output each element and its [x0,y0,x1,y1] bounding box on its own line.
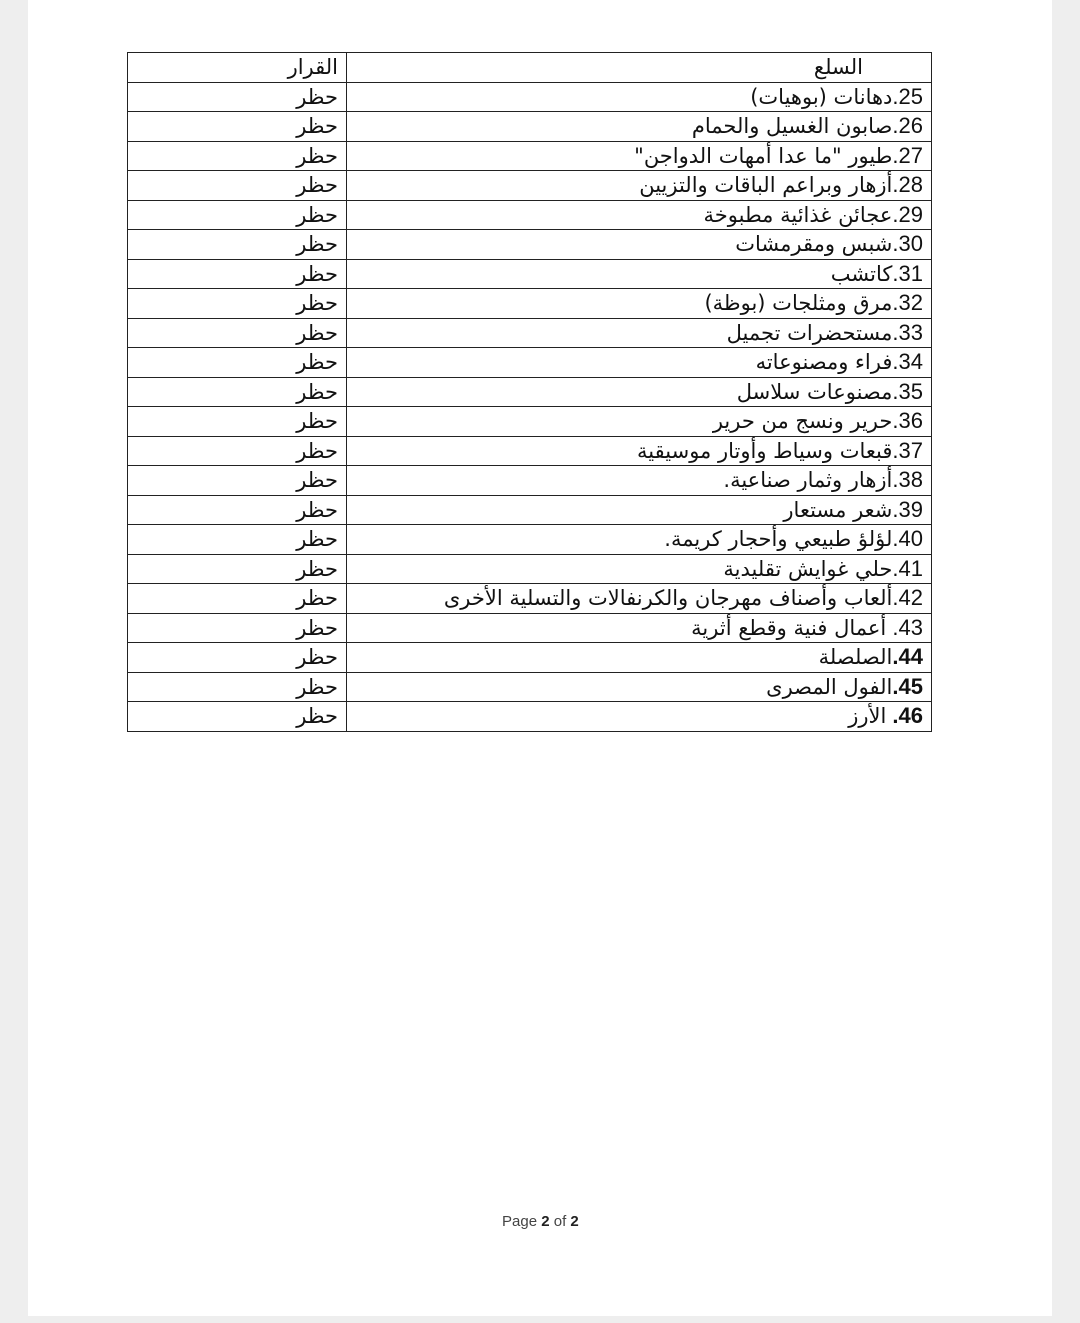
item-name: كاتشب [830,261,893,286]
goods-cell [347,318,932,348]
item-number: 33. [892,319,923,345]
table-row [128,318,932,348]
item-name: الصلصلة [818,645,893,670]
item-name: الفول المصرى [766,674,893,699]
item-number: 31. [892,260,923,286]
total-pages-number: 2 [570,1213,579,1230]
table-row [128,554,932,584]
table-row [128,495,932,525]
item-number: 27. [892,142,923,168]
of-label: of [553,1213,567,1230]
item-number: 34. [892,349,923,375]
item-name: الأرز [848,704,887,729]
decision-cell: حظر [128,436,347,466]
item-number: 46. [886,703,923,729]
decision-cell: حظر [128,525,347,555]
item-number: 25. [892,83,923,109]
table-row [128,672,932,702]
goods-cell [347,82,932,112]
item-number: 40. [892,526,923,552]
item-number: 39. [892,496,923,522]
item-number: 26. [892,113,923,139]
table-row [128,289,932,319]
item-number: 42. [892,585,923,611]
goods-cell [347,230,932,260]
decision-cell: حظر [128,495,347,525]
item-name: مرق ومثلجات (بوظة) [704,291,893,316]
decision-cell: حظر [128,348,347,378]
current-page-number: 2 [541,1213,550,1230]
item-number: 44. [892,644,923,670]
decision-cell: حظر [128,259,347,289]
goods-cell [347,289,932,319]
page-footer [502,1213,579,1230]
goods-cell [347,702,932,732]
item-number: 36. [892,408,923,434]
goods-cell [347,643,932,673]
decision-cell: حظر [128,643,347,673]
decision-cell: حظر [128,200,347,230]
item-name: أعمال فنية وقطع أثرية [691,615,887,640]
item-name: أزهار وبراعم الباقات والتزيين [639,173,893,198]
header-goods: السلع [347,53,932,83]
table-row [128,82,932,112]
table-row [128,377,932,407]
goods-cell [347,141,932,171]
item-number: 30. [892,231,923,257]
table-row [128,643,932,673]
decision-cell: حظر [128,318,347,348]
goods-cell [347,584,932,614]
table-body [128,53,932,732]
decision-cell: حظر [128,584,347,614]
item-number: 41. [892,555,923,581]
item-name: شبس ومقرمشات [735,232,893,257]
table-row [128,171,932,201]
goods-cell [347,554,932,584]
goods-cell [347,613,932,643]
decision-cell: حظر [128,171,347,201]
item-name: ألعاب وأصناف مهرجان والكرنفالات والتسلية الأخرى [443,586,893,611]
item-number: 28. [892,172,923,198]
goods-cell [347,200,932,230]
table-row [128,466,932,496]
item-number: 32. [892,290,923,316]
table-row [128,141,932,171]
item-number: 43. [886,614,923,640]
goods-cell [347,112,932,142]
table-row [128,525,932,555]
item-number: 37. [892,437,923,463]
item-number: 45. [892,673,923,699]
table-row [128,259,932,289]
decision-cell: حظر [128,289,347,319]
item-name: قبعات وسياط وأوتار موسيقية [637,438,893,463]
goods-cell [347,407,932,437]
goods-decision-table [127,52,932,732]
item-name: أزهار وثمار صناعية. [723,468,893,493]
page-label: Page [502,1213,538,1230]
decision-cell: حظر [128,141,347,171]
item-name: طيور "ما عدا أمهات الدواجن" [634,143,893,168]
decision-cell: حظر [128,112,347,142]
item-name: عجائن غذائية مطبوخة [703,202,893,227]
item-number: 38. [892,467,923,493]
table-row [128,112,932,142]
table-row [128,200,932,230]
item-name: مستحضرات تجميل [726,320,893,345]
decision-cell: حظر [128,613,347,643]
item-number: 29. [892,201,923,227]
item-name: لؤلؤ طبيعي وأحجار كريمة. [664,527,893,552]
item-name: حلي غوايش تقليدية [723,556,893,581]
goods-cell [347,672,932,702]
item-name: صابون الغسيل والحمام [691,114,893,139]
decision-cell: حظر [128,82,347,112]
goods-cell [347,466,932,496]
decision-cell: حظر [128,466,347,496]
goods-cell [347,377,932,407]
decision-cell: حظر [128,377,347,407]
goods-cell [347,436,932,466]
decision-cell: حظر [128,407,347,437]
table-row [128,230,932,260]
table-row [128,348,932,378]
item-name: حرير ونسج من حرير [712,409,893,434]
goods-cell [347,171,932,201]
goods-cell [347,348,932,378]
goods-cell [347,495,932,525]
item-name: شعر مستعار [783,497,893,522]
table-header-row [128,53,932,83]
item-name: فراء ومصنوعاته [755,350,893,375]
decision-cell: حظر [128,554,347,584]
goods-cell [347,525,932,555]
table-row [128,702,932,732]
item-number: 35. [892,378,923,404]
table-row [128,407,932,437]
document-page [28,0,1052,1316]
item-name: مصنوعات سلاسل [736,379,893,404]
table-row [128,613,932,643]
header-decision: القرار [128,53,347,83]
item-name: دهانات (بوهيات) [750,84,893,109]
table-row [128,584,932,614]
goods-cell [347,259,932,289]
decision-cell: حظر [128,702,347,732]
decision-cell: حظر [128,230,347,260]
decision-cell: حظر [128,672,347,702]
table-row [128,436,932,466]
